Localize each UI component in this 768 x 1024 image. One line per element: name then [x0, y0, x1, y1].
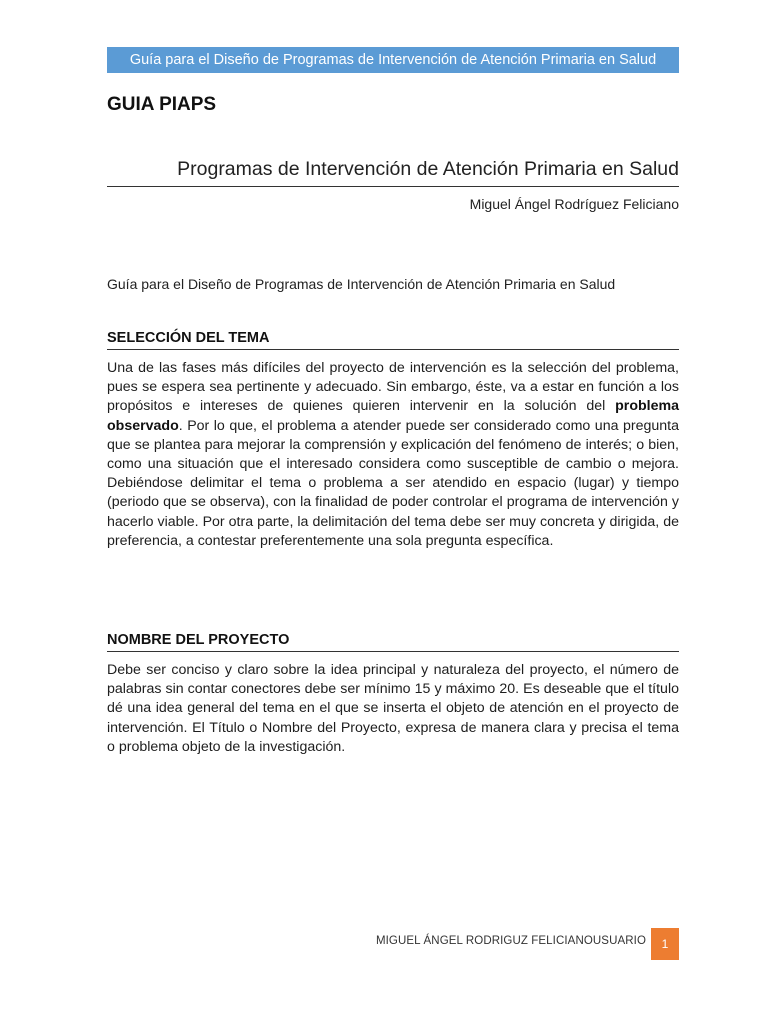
header-band [107, 47, 679, 73]
footer-author: MIGUEL ÁNGEL RODRIGUZ FELICIANOUSUARIO [375, 935, 646, 947]
document-title: Programas de Intervención de Atención Primaria en Salud [177, 158, 679, 180]
page-number-badge [651, 928, 679, 960]
header-band-text: Guía para el Diseño de Programas de Intervención de Atención Primaria en Salud [129, 52, 657, 68]
paragraph-bold-text: problema observado [107, 398, 679, 434]
paragraph-text: Una de las fases más difíciles del proyecto de intervención es la selección del problema, pues se espera sea pertinente y adecuado. Sin embargo, éste, va a estar en función a los propósitos e intereses de quienes quieren intervenir en la solución del [107, 360, 679, 415]
section-heading-nombre: NOMBRE DEL PROYECTO [107, 632, 679, 652]
paragraph-text: . Por lo que, el problema a atender puede ser considerado como una pregunta que se plantea para mejorar la comprensión y explicación del fenómeno de interés; o bien, como una situación que el interesado considera como susceptible de cambio o mejora. Debiéndose delimitar el tema o problema a ser atendido en espacio (lugar) y tiempo (periodo que se observa), con la finalidad de poder controlar el programa de intervención y hacerlo viable. Por otra parte, la delimitación del tema debe ser muy concreta y dirigida, de preferencia, a contestar preferentemente una sola pregunta específica. [107, 417, 679, 549]
intro-line: Guía para el Diseño de Programas de Intervención de Atención Primaria en Salud [107, 276, 616, 292]
section-paragraph-seleccion [107, 359, 679, 551]
title-divider [107, 186, 679, 187]
section-heading-seleccion: SELECCIÓN DEL TEMA [107, 330, 679, 350]
page-number: 1 [661, 937, 669, 951]
document-label: GUIA PIAPS [107, 94, 217, 115]
section-paragraph-nombre: Debe ser conciso y claro sobre la idea principal y naturaleza del proyecto, el número de palabras sin contar conectores debe ser mínimo 15 y máximo 20. Es deseable que el título dé una idea general del tema en el que se inserta el objeto de atención en el proyecto de intervención. El Título o Nombre del Proyecto, expresa de manera clara y precisa el tema o problema objeto de la investigación. [107, 662, 679, 755]
document-author: Miguel Ángel Rodríguez Feliciano [469, 196, 679, 212]
